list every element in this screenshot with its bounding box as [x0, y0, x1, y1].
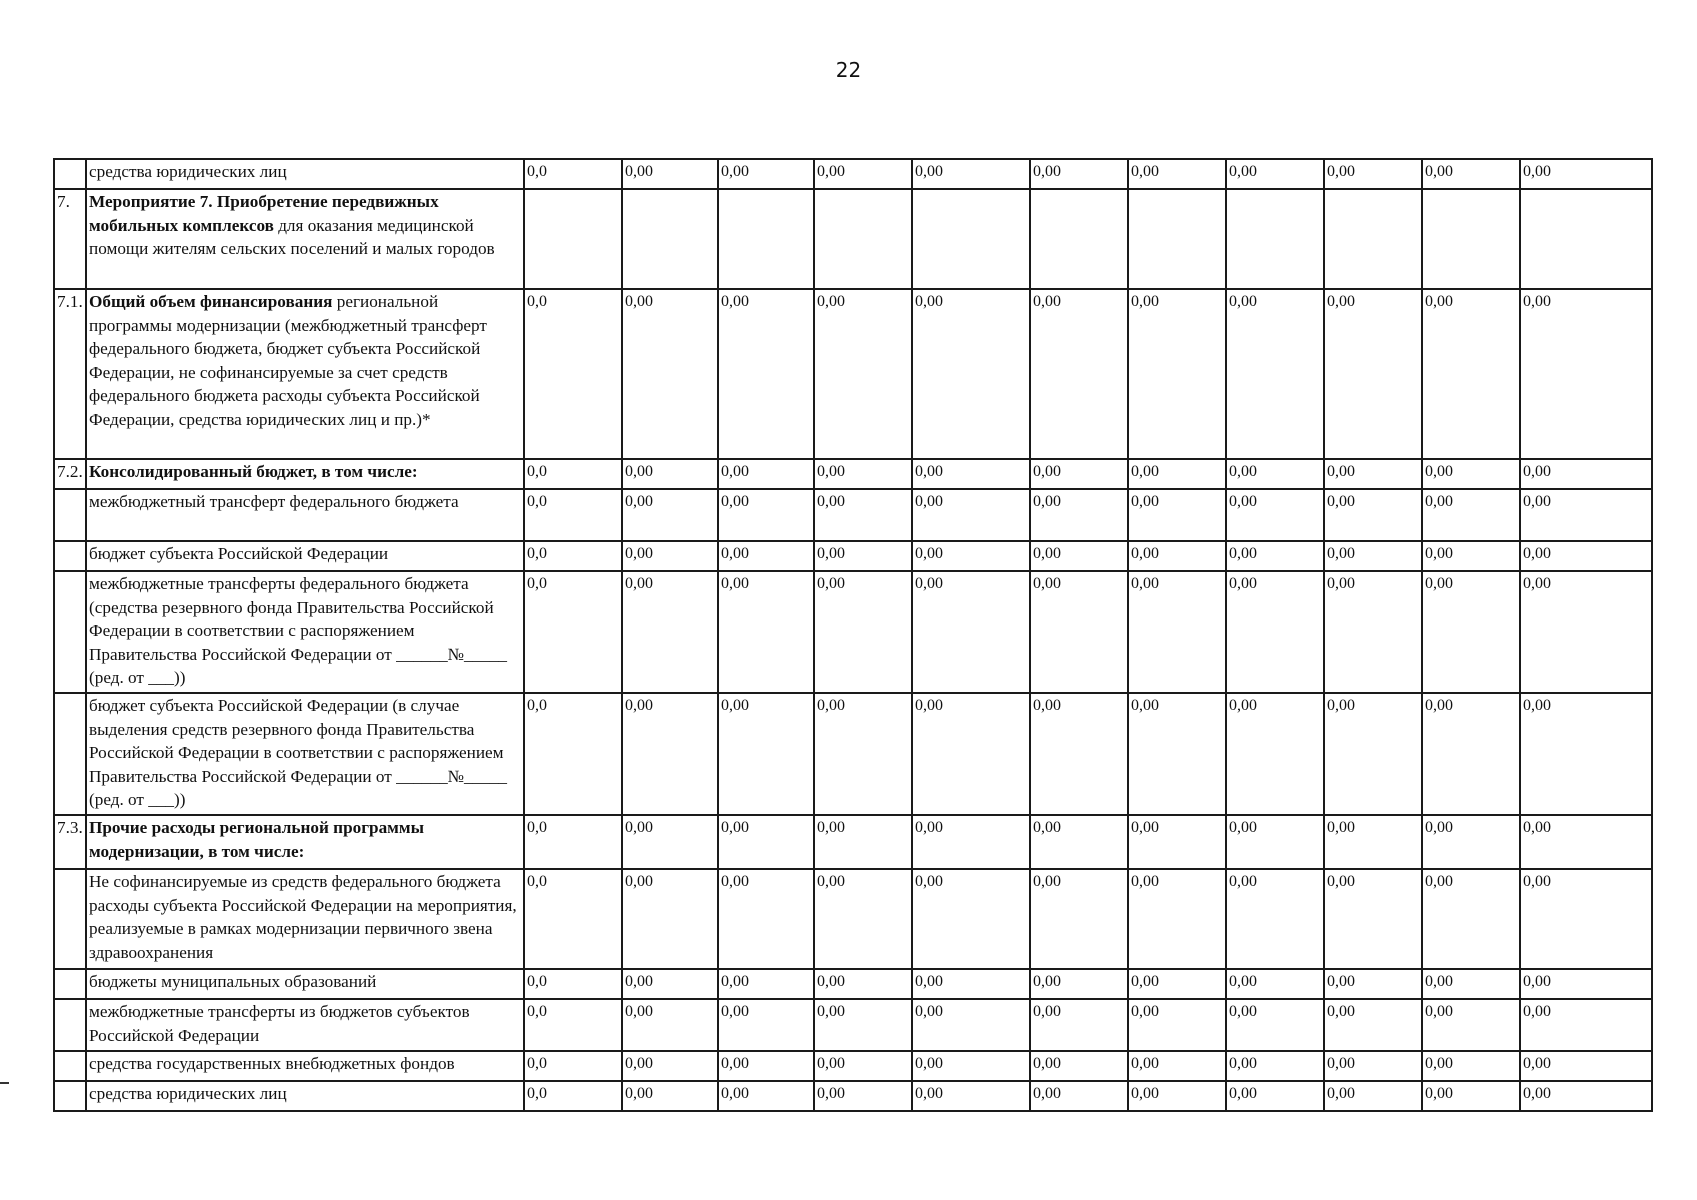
value-cell: 0,00 [1324, 289, 1422, 459]
value-cell: 0,00 [1226, 541, 1324, 571]
row-description [86, 289, 524, 459]
row-number [54, 1081, 86, 1111]
scan-edge-mark [0, 1082, 9, 1084]
value-cell: 0,00 [912, 693, 1030, 815]
value-cell: 0,0 [524, 159, 622, 189]
value-cell: 0,00 [1422, 489, 1520, 541]
value-cell: 0,00 [912, 869, 1030, 969]
value-cell: 0,00 [1128, 571, 1226, 693]
value-cell: 0,00 [1422, 815, 1520, 869]
value-cell: 0,0 [524, 489, 622, 541]
value-cell: 0,00 [1226, 1051, 1324, 1081]
value-cell: 0,00 [718, 289, 814, 459]
value-cell: 0,00 [1226, 693, 1324, 815]
value-cell: 0,00 [622, 815, 718, 869]
value-cell: 0,00 [1128, 1051, 1226, 1081]
row-number [54, 999, 86, 1051]
value-cell: 0,00 [1226, 815, 1324, 869]
value-cell: 0,00 [912, 1051, 1030, 1081]
value-cell [524, 189, 622, 289]
value-cell: 0,00 [814, 969, 912, 999]
value-cell: 0,00 [814, 571, 912, 693]
row-description [86, 1081, 524, 1111]
value-cell: 0,00 [912, 459, 1030, 489]
value-cell: 0,0 [524, 571, 622, 693]
value-cell: 0,00 [1128, 869, 1226, 969]
value-cell: 0,00 [1128, 289, 1226, 459]
row-description [86, 459, 524, 489]
value-cell: 0,00 [912, 815, 1030, 869]
value-cell: 0,00 [622, 289, 718, 459]
value-cell: 0,00 [718, 1051, 814, 1081]
value-cell: 0,00 [1520, 999, 1652, 1051]
table-row [54, 999, 1652, 1051]
value-cell: 0,00 [814, 999, 912, 1051]
description-text: для оказания медицинской помощи жителям сельских поселений и малых городов [89, 215, 495, 259]
row-description [86, 189, 524, 289]
value-cell: 0,0 [524, 541, 622, 571]
value-cell: 0,00 [912, 289, 1030, 459]
value-cell: 0,00 [1324, 1051, 1422, 1081]
row-description [86, 541, 524, 571]
table-row [54, 869, 1652, 969]
table-row [54, 489, 1652, 541]
value-cell: 0,00 [718, 693, 814, 815]
value-cell: 0,00 [1422, 459, 1520, 489]
value-cell: 0,00 [814, 489, 912, 541]
row-description [86, 969, 524, 999]
value-cell: 0,00 [718, 459, 814, 489]
value-cell: 0,00 [1226, 1081, 1324, 1111]
value-cell: 0,00 [718, 815, 814, 869]
value-cell: 0,00 [1226, 489, 1324, 541]
value-cell [1422, 189, 1520, 289]
value-cell: 0,00 [1520, 489, 1652, 541]
value-cell [1128, 189, 1226, 289]
value-cell: 0,00 [718, 541, 814, 571]
value-cell: 0,00 [1030, 571, 1128, 693]
value-cell: 0,00 [1324, 571, 1422, 693]
row-description [86, 571, 524, 693]
table-row [54, 815, 1652, 869]
value-cell: 0,0 [524, 815, 622, 869]
value-cell: 0,00 [1520, 969, 1652, 999]
value-cell: 0,00 [718, 1081, 814, 1111]
value-cell: 0,00 [1128, 1081, 1226, 1111]
value-cell: 0,00 [1030, 693, 1128, 815]
value-cell: 0,00 [814, 459, 912, 489]
value-cell: 0,00 [1422, 159, 1520, 189]
value-cell: 0,00 [1030, 869, 1128, 969]
row-number [54, 489, 86, 541]
value-cell [912, 189, 1030, 289]
value-cell: 0,00 [1030, 1051, 1128, 1081]
value-cell: 0,00 [1128, 541, 1226, 571]
description-text: средства государственных внебюджетных фондов [89, 1054, 455, 1073]
value-cell: 0,00 [1030, 1081, 1128, 1111]
value-cell: 0,00 [1226, 459, 1324, 489]
value-cell: 0,00 [912, 999, 1030, 1051]
value-cell: 0,0 [524, 999, 622, 1051]
value-cell: 0,00 [1128, 459, 1226, 489]
row-number [54, 1051, 86, 1081]
value-cell: 0,00 [1324, 489, 1422, 541]
row-number [54, 693, 86, 815]
value-cell [622, 189, 718, 289]
value-cell: 0,00 [1128, 815, 1226, 869]
description-text: региональной программы модернизации (межбюджетный трансферт федерального бюджета, бюджет субъекта Российской Федерации, не софинансируемые за счет средств федерального бюджета расходы субъекта Российской Федерации, средства юридических лиц и пр.)* [89, 292, 487, 429]
value-cell: 0,00 [718, 159, 814, 189]
value-cell: 0,00 [1030, 815, 1128, 869]
value-cell: 0,00 [1324, 815, 1422, 869]
value-cell [1030, 189, 1128, 289]
value-cell: 0,00 [1030, 459, 1128, 489]
value-cell: 0,00 [622, 1051, 718, 1081]
value-cell: 0,00 [1324, 1081, 1422, 1111]
value-cell: 0,00 [622, 693, 718, 815]
value-cell [1324, 189, 1422, 289]
value-cell: 0,0 [524, 1081, 622, 1111]
value-cell: 0,00 [912, 1081, 1030, 1111]
value-cell: 0,00 [1226, 869, 1324, 969]
row-number [54, 541, 86, 571]
value-cell: 0,00 [814, 159, 912, 189]
value-cell: 0,00 [1520, 815, 1652, 869]
value-cell: 0,0 [524, 289, 622, 459]
value-cell: 0,00 [1226, 999, 1324, 1051]
table-row [54, 1081, 1652, 1111]
value-cell: 0,00 [718, 999, 814, 1051]
row-number [54, 869, 86, 969]
row-description [86, 489, 524, 541]
value-cell: 0,00 [814, 1051, 912, 1081]
description-text: межбюджетный трансферт федерального бюджета [89, 492, 459, 511]
description-text: средства юридических лиц [89, 162, 287, 181]
value-cell: 0,00 [1030, 159, 1128, 189]
table-row [54, 693, 1652, 815]
row-description [86, 159, 524, 189]
value-cell: 0,00 [1520, 571, 1652, 693]
table-row [54, 459, 1652, 489]
row-number [54, 969, 86, 999]
value-cell: 0,00 [1226, 969, 1324, 999]
value-cell: 0,00 [622, 571, 718, 693]
value-cell: 0,00 [1128, 969, 1226, 999]
description-text: бюджет субъекта Российской Федерации [89, 544, 389, 563]
value-cell: 0,00 [1324, 999, 1422, 1051]
value-cell: 0,00 [1128, 489, 1226, 541]
row-number [54, 571, 86, 693]
value-cell: 0,00 [1422, 869, 1520, 969]
value-cell: 0,00 [1422, 1081, 1520, 1111]
value-cell: 0,0 [524, 1051, 622, 1081]
value-cell: 0,00 [1520, 289, 1652, 459]
page-number: 22 [835, 58, 862, 82]
value-cell: 0,00 [912, 159, 1030, 189]
row-description [86, 869, 524, 969]
table-row [54, 571, 1652, 693]
value-cell: 0,00 [1324, 159, 1422, 189]
description-bold-text: Общий объем финансирования [89, 292, 333, 311]
value-cell: 0,0 [524, 693, 622, 815]
value-cell: 0,00 [1520, 541, 1652, 571]
value-cell: 0,00 [1030, 489, 1128, 541]
description-text: межбюджетные трансферты из бюджетов субъектов Российской Федерации [89, 1002, 470, 1045]
value-cell: 0,00 [622, 969, 718, 999]
row-number: 7. [54, 189, 86, 289]
value-cell: 0,00 [1128, 159, 1226, 189]
budget-table [53, 158, 1653, 1112]
value-cell: 0,00 [912, 489, 1030, 541]
value-cell: 0,00 [1030, 289, 1128, 459]
value-cell: 0,00 [1422, 999, 1520, 1051]
value-cell: 0,00 [912, 571, 1030, 693]
value-cell: 0,00 [912, 969, 1030, 999]
value-cell: 0,0 [524, 459, 622, 489]
table-row [54, 159, 1652, 189]
value-cell: 0,00 [1324, 459, 1422, 489]
value-cell: 0,00 [622, 541, 718, 571]
row-description [86, 1051, 524, 1081]
value-cell: 0,00 [1226, 571, 1324, 693]
description-text: средства юридических лиц [89, 1084, 287, 1103]
value-cell: 0,00 [1422, 571, 1520, 693]
value-cell [718, 189, 814, 289]
value-cell: 0,00 [1324, 693, 1422, 815]
description-text: межбюджетные трансферты федерального бюджета (средства резервного фонда Правительства Российской Федерации в соответствии с распоряжением Правительства Российской Федерации от ______№_____ (ред. от ___)) [89, 574, 508, 688]
value-cell: 0,00 [1226, 159, 1324, 189]
value-cell: 0,00 [1128, 693, 1226, 815]
table-row [54, 541, 1652, 571]
value-cell: 0,00 [1520, 693, 1652, 815]
value-cell: 0,00 [1422, 541, 1520, 571]
value-cell: 0,00 [718, 571, 814, 693]
value-cell: 0,00 [814, 541, 912, 571]
value-cell: 0,00 [912, 541, 1030, 571]
value-cell: 0,00 [1520, 459, 1652, 489]
value-cell: 0,0 [524, 969, 622, 999]
table-row [54, 289, 1652, 459]
value-cell: 0,00 [622, 459, 718, 489]
value-cell: 0,00 [814, 815, 912, 869]
row-number [54, 159, 86, 189]
table-row [54, 1051, 1652, 1081]
value-cell [1520, 189, 1652, 289]
value-cell [814, 189, 912, 289]
value-cell: 0,00 [1520, 869, 1652, 969]
table-row [54, 969, 1652, 999]
row-description [86, 815, 524, 869]
value-cell: 0,00 [1422, 1051, 1520, 1081]
value-cell: 0,00 [1324, 869, 1422, 969]
value-cell: 0,00 [622, 999, 718, 1051]
value-cell: 0,00 [1324, 541, 1422, 571]
value-cell: 0,00 [718, 489, 814, 541]
value-cell: 0,00 [622, 869, 718, 969]
value-cell: 0,00 [1422, 289, 1520, 459]
value-cell: 0,00 [1030, 999, 1128, 1051]
value-cell: 0,00 [814, 1081, 912, 1111]
value-cell: 0,00 [1520, 1081, 1652, 1111]
value-cell: 0,00 [1422, 969, 1520, 999]
value-cell: 0,00 [1520, 159, 1652, 189]
value-cell: 0,00 [1030, 969, 1128, 999]
description-bold-text: Прочие расходы региональной программы модернизации, в том числе: [89, 818, 425, 861]
row-number: 7.2. [54, 459, 86, 489]
value-cell: 0,00 [622, 489, 718, 541]
value-cell: 0,00 [814, 289, 912, 459]
value-cell: 0,00 [1128, 999, 1226, 1051]
value-cell: 0,0 [524, 869, 622, 969]
row-description [86, 999, 524, 1051]
value-cell: 0,00 [622, 1081, 718, 1111]
row-number: 7.3. [54, 815, 86, 869]
value-cell: 0,00 [1030, 541, 1128, 571]
value-cell: 0,00 [718, 869, 814, 969]
value-cell: 0,00 [814, 693, 912, 815]
description-bold-text: Мероприятие 7. Приобретение передвижных мобильных комплексов [89, 192, 439, 235]
value-cell: 0,00 [814, 869, 912, 969]
description-text: Не софинансируемые из средств федерального бюджета расходы субъекта Российской Федерации на мероприятия, реализуемые в рамках модернизации первичного звена здравоохранения [89, 872, 517, 962]
row-description [86, 693, 524, 815]
value-cell: 0,00 [1324, 969, 1422, 999]
value-cell: 0,00 [622, 159, 718, 189]
value-cell: 0,00 [1520, 1051, 1652, 1081]
description-text: бюджет субъекта Российской Федерации (в случае выделения средств резервного фонда Правительства Российской Федерации в соответствии с распоряжением Правительства Российской Федерации от ______№_____ (ред. от ___)) [89, 696, 508, 810]
description-bold-text: Консолидированный бюджет, в том числе: [89, 462, 418, 481]
table-row [54, 189, 1652, 289]
value-cell [1226, 189, 1324, 289]
row-number: 7.1. [54, 289, 86, 459]
description-text: бюджеты муниципальных образований [89, 972, 377, 991]
value-cell: 0,00 [718, 969, 814, 999]
value-cell: 0,00 [1226, 289, 1324, 459]
value-cell: 0,00 [1422, 693, 1520, 815]
